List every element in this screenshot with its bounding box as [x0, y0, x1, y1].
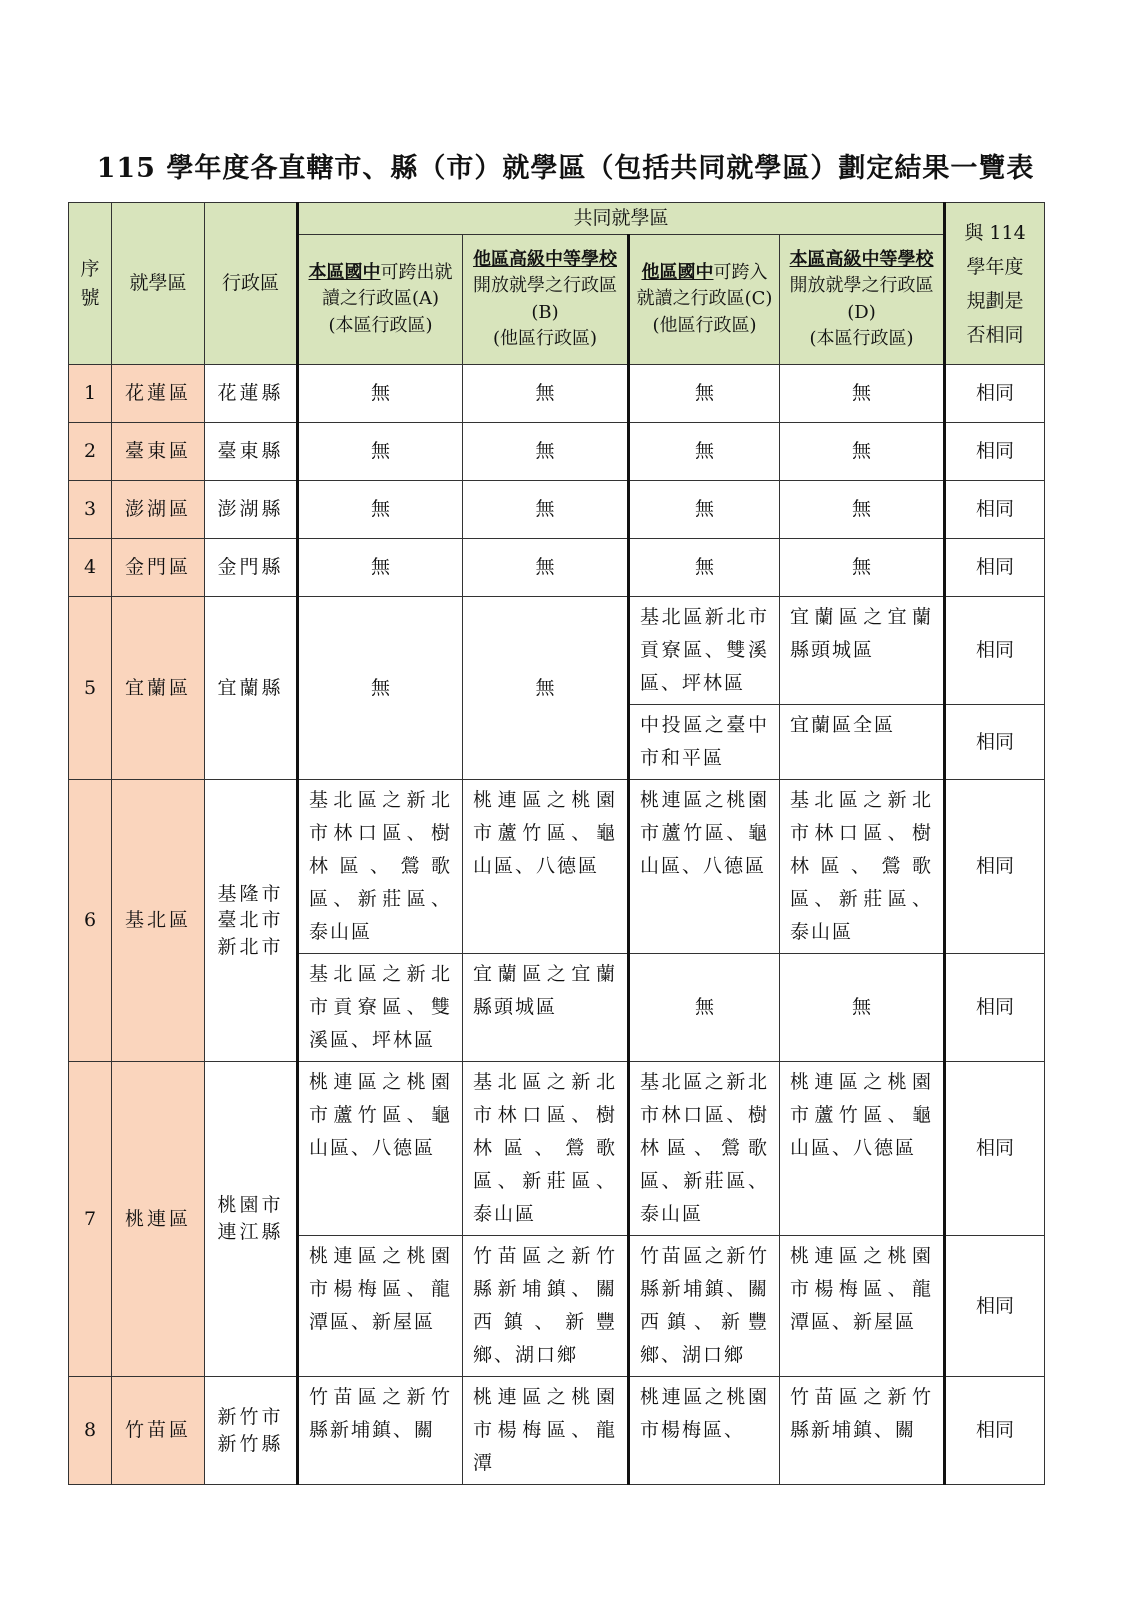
cell-a: 基北區之新北市貢寮區、雙溪區、坪林區: [298, 954, 463, 1062]
district-name: 桃連區: [112, 1062, 205, 1377]
header-col-c: 他區國中可跨入就讀之行政區(C) (他區行政區): [629, 235, 780, 365]
admin-name: 臺東縣: [205, 423, 298, 481]
admin-name: [205, 1377, 298, 1485]
table-row: [69, 365, 1045, 423]
admin-line: 新竹市: [217, 1405, 284, 1428]
cell-d: 無: [780, 423, 945, 481]
cell-c: 無: [629, 954, 780, 1062]
table-row: [69, 780, 1045, 954]
cell-b: 無: [463, 365, 629, 423]
cell-same: 相同: [945, 481, 1045, 539]
cell-c: 無: [629, 539, 780, 597]
district-name: 花蓮區: [112, 365, 205, 423]
admin-line: 新竹縣: [217, 1432, 284, 1455]
cell-b: 桃連區之桃園市楊梅區、龍潭: [463, 1377, 629, 1485]
cell-same: 相同: [945, 954, 1045, 1062]
cell-a: 桃連區之桃園市楊梅區、龍潭區、新屋區: [298, 1236, 463, 1377]
cell-c: 無: [629, 423, 780, 481]
cell-d: 竹苗區之新竹縣新埔鎮、關: [780, 1377, 945, 1485]
table-row: [69, 1062, 1045, 1236]
cell-d: 基北區之新北市林口區、樹林區、鶯歌區、新莊區、泰山區: [780, 780, 945, 954]
row-number: 1: [69, 365, 112, 423]
row-number: 3: [69, 481, 112, 539]
header-col-d: 本區高級中等學校開放就學之行政區(D) (本區行政區): [780, 235, 945, 365]
cell-a: 無: [298, 481, 463, 539]
cell-a: 竹苗區之新竹縣新埔鎮、關: [298, 1377, 463, 1485]
cell-same: 相同: [945, 1377, 1045, 1485]
admin-line: 臺北市: [217, 909, 284, 932]
cell-b: 無: [463, 597, 629, 780]
cell-c: 竹苗區之新竹縣新埔鎮、關西鎮、新豐鄉、湖口鄉: [629, 1236, 780, 1377]
admin-line: 新北市: [217, 935, 284, 958]
cell-d: 桃連區之桃園市楊梅區、龍潭區、新屋區: [780, 1236, 945, 1377]
cell-same: 相同: [945, 1236, 1045, 1377]
cell-a: 桃連區之桃園市蘆竹區、龜山區、八德區: [298, 1062, 463, 1236]
cell-c: 無: [629, 365, 780, 423]
cell-d: 桃連區之桃園市蘆竹區、龜山區、八德區: [780, 1062, 945, 1236]
admin-name: [205, 1062, 298, 1377]
cell-a: 無: [298, 365, 463, 423]
page-title: 115 學年度各直轄市、縣（市）就學區（包括共同就學區）劃定結果一覽表: [96, 153, 1035, 184]
district-name: 金門區: [112, 539, 205, 597]
district-name: 基北區: [112, 780, 205, 1062]
cell-same: 相同: [945, 1062, 1045, 1236]
admin-name: [205, 780, 298, 1062]
cell-d: 宜蘭區之宜蘭縣頭城區: [780, 597, 945, 705]
admin-line: 連江縣: [217, 1221, 284, 1243]
table-row: [69, 481, 1045, 539]
district-name: 宜蘭區: [112, 597, 205, 780]
cell-b: 竹苗區之新竹縣新埔鎮、關西鎮、新豐鄉、湖口鄉: [463, 1236, 629, 1377]
cell-a: 無: [298, 423, 463, 481]
row-number: 4: [69, 539, 112, 597]
table-row: [69, 539, 1045, 597]
cell-c: 中投區之臺中市和平區: [629, 705, 780, 780]
admin-name: 澎湖縣: [205, 481, 298, 539]
table-row: [69, 423, 1045, 481]
admin-line: 桃園市: [217, 1194, 284, 1217]
admin-name: 金門縣: [205, 539, 298, 597]
cell-c: 桃連區之桃園市蘆竹區、龜山區、八德區: [629, 780, 780, 954]
district-name: 臺東區: [112, 423, 205, 481]
header-col-a: 本區國中可跨出就讀之行政區(A) (本區行政區): [298, 235, 463, 365]
cell-d: 無: [780, 954, 945, 1062]
row-number: 6: [69, 780, 112, 1062]
row-number: 2: [69, 423, 112, 481]
row-number: 8: [69, 1377, 112, 1485]
district-name: 澎湖區: [112, 481, 205, 539]
admin-line: 基隆市: [217, 882, 284, 905]
table-row: [69, 1377, 1045, 1485]
admin-name: 宜蘭縣: [205, 597, 298, 780]
cell-c: 桃連區之桃園市楊梅區、: [629, 1377, 780, 1485]
district-table: [68, 202, 1045, 1485]
header-admin: 行政區: [205, 203, 298, 365]
header-seq: 序號: [69, 203, 112, 365]
cell-same: 相同: [945, 780, 1045, 954]
cell-d: 宜蘭區全區: [780, 705, 945, 780]
cell-b: 基北區之新北市林口區、樹林區、鶯歌區、新莊區、泰山區: [463, 1062, 629, 1236]
cell-same: 相同: [945, 539, 1045, 597]
row-number: 5: [69, 597, 112, 780]
cell-a: 無: [298, 597, 463, 780]
cell-b: 無: [463, 423, 629, 481]
district-name: 竹苗區: [112, 1377, 205, 1485]
cell-same: 相同: [945, 365, 1045, 423]
header-district: 就學區: [112, 203, 205, 365]
cell-b: 無: [463, 481, 629, 539]
cell-b: 桃連區之桃園市蘆竹區、龜山區、八德區: [463, 780, 629, 954]
row-number: 7: [69, 1062, 112, 1377]
cell-d: 無: [780, 481, 945, 539]
cell-d: 無: [780, 365, 945, 423]
cell-same: 相同: [945, 705, 1045, 780]
cell-same: 相同: [945, 597, 1045, 705]
header-col-b: 他區高級中等學校開放就學之行政區(B) (他區行政區): [463, 235, 629, 365]
cell-b: 宜蘭區之宜蘭縣頭城區: [463, 954, 629, 1062]
cell-d: 無: [780, 539, 945, 597]
admin-name: 花蓮縣: [205, 365, 298, 423]
cell-a: 基北區之新北市林口區、樹林區、鶯歌區、新莊區、泰山區: [298, 780, 463, 954]
header-same: 與 114 學年度規劃是否相同: [945, 203, 1045, 365]
header-shared: 共同就學區: [298, 203, 945, 235]
cell-c: 基北區新北市貢寮區、雙溪區、坪林區: [629, 597, 780, 705]
cell-c: 基北區之新北市林口區、樹林區、鶯歌區、新莊區、泰山區: [629, 1062, 780, 1236]
cell-a: 無: [298, 539, 463, 597]
cell-b: 無: [463, 539, 629, 597]
cell-c: 無: [629, 481, 780, 539]
table-row: [69, 597, 1045, 705]
cell-same: 相同: [945, 423, 1045, 481]
